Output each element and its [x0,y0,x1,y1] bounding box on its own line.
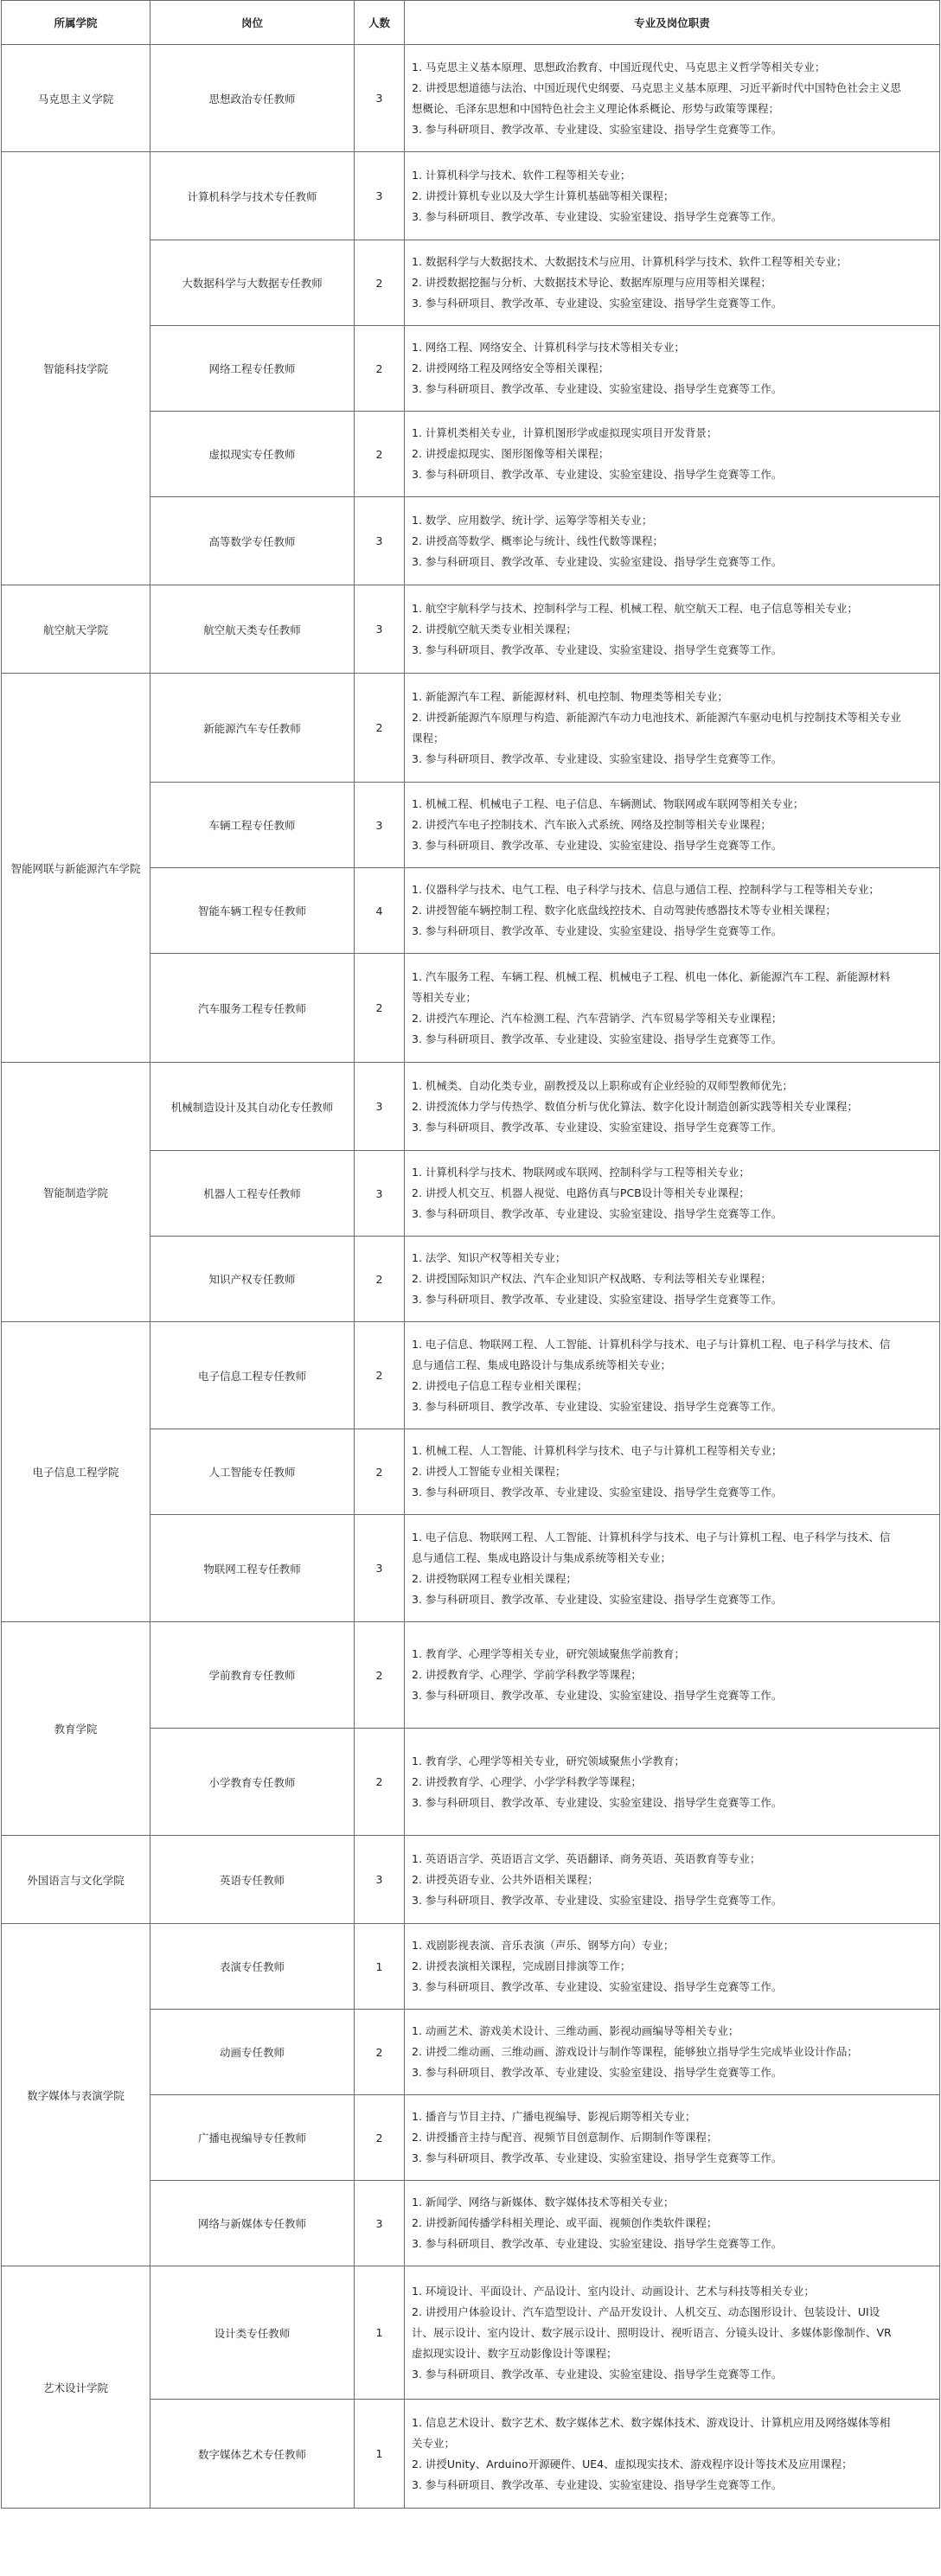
count-cell: 2 [355,2010,405,2095]
college-cell: 教育学院 [2,1622,150,1836]
count-cell: 2 [355,1622,405,1729]
duty-line: 1. 机械工程、人工智能、计算机科学与技术、电子与计算机工程等相关专业； [412,1444,783,1457]
position-cell: 智能车辆工程专任教师 [150,868,355,954]
table-row [2,45,940,152]
count-cell: 1 [355,2400,405,2509]
count-cell: 2 [355,326,405,412]
duty-line: 2. 讲授新闻传播学科相关理论、或平面、视频创作类软件课程； [412,2216,718,2229]
duty-line: 2. 讲授汽车理论、汽车检测工程、汽车营销学、汽车贸易学等相关专业课程； [412,1011,783,1025]
duty-line: 3. 参与科研项目、教学改革、专业建设、实验室建设、指导学生竞赛等工作。 [412,1980,783,1993]
count-cell: 4 [355,868,405,954]
duty-line: 3. 参与科研项目、教学改革、专业建设、实验室建设、指导学生竞赛等工作。 [412,1486,783,1499]
college-cell: 外国语言与文化学院 [2,1836,150,1924]
count-cell: 3 [355,1063,405,1151]
duty-line: 1. 计算机科学与技术、软件工程等相关专业； [412,168,631,182]
duty-line: 息与通信工程、集成电路设计与集成系统等相关专业； [412,1358,672,1371]
duty-line: 3. 参与科研项目、教学改革、专业建设、实验室建设、指导学生竞赛等工作。 [412,1689,783,1702]
position-cell: 网络工程专任教师 [150,326,355,412]
duty-line: 3. 参与科研项目、教学改革、专业建设、实验室建设、指导学生竞赛等工作。 [412,554,783,568]
duty-line: 3. 参与科研项目、教学改革、专业建设、实验室建设、指导学生竞赛等工作。 [412,209,783,223]
position-cell: 汽车服务工程专任教师 [150,954,355,1063]
duty-line: 1. 机械类、自动化类专业，副教授及以上职称或有企业经验的双师型教师优先； [412,1078,793,1092]
duty-line: 2. 讲授人工智能专业相关课程； [412,1465,567,1478]
table-row [2,1836,940,1924]
position-cell: 车辆工程专任教师 [150,783,355,868]
duty-line: 3. 参与科研项目、教学改革、专业建设、实验室建设、指导学生竞赛等工作。 [412,1032,783,1045]
duty-line: 3. 参与科研项目、教学改革、专业建设、实验室建设、指导学生竞赛等工作。 [412,2367,783,2381]
count-cell: 2 [355,1429,405,1515]
header-duties: 专业及岗位职责 [405,1,940,45]
duty-line: 1. 电子信息、物联网工程、人工智能、计算机科学与技术、电子与计算机工程、电子科学与技术、信 [412,1337,891,1351]
count-cell: 3 [355,497,405,585]
table-body [2,45,940,2509]
duty-line: 2. 讲授电子信息工程专业相关课程； [412,1378,588,1392]
duties-cell [405,326,940,412]
duty-line: 1. 播音与节目主持、广播电视编导、影视后期等相关专业； [412,2110,696,2123]
position-cell: 设计类专任教师 [150,2266,355,2400]
count-cell: 3 [355,2181,405,2266]
duty-line: 2. 讲授高等数学、概率论与统计、线性代数等课程； [412,534,663,547]
duty-line: 1. 机械工程、机械电子工程、电子信息、车辆测试、物联网或车联网等相关专业； [412,797,804,810]
duty-line: 关专业； [412,2436,456,2450]
count-cell: 2 [355,1322,405,1429]
count-cell: 3 [355,1151,405,1237]
duties-cell [405,2095,940,2181]
duty-line: 2. 讲授新能源汽车原理与构造、新能源汽车动力电池技术、新能源汽车驱动电机与控制技术等相关专业 [412,710,901,724]
count-cell: 2 [355,240,405,326]
count-cell: 1 [355,1924,405,2010]
duties-cell [405,152,940,240]
duties-cell [405,2010,940,2095]
duty-line: 2. 讲授数据挖掘与分析、大数据技术导论、数据库原理与应用等相关课程； [412,276,771,289]
duty-line: 2. 讲授流体力学与传热学、数值分析与优化算法、数字化设计制造创新实践等相关专业课程； [412,1099,858,1113]
duties-cell [405,1622,940,1729]
count-cell: 3 [355,45,405,152]
position-cell: 网络与新媒体专任教师 [150,2181,355,2266]
duty-line: 1. 电子信息、物联网工程、人工智能、计算机科学与技术、电子与计算机工程、电子科学与技术、信 [412,1530,891,1544]
table-row [2,152,940,240]
duty-line: 3. 参与科研项目、教学改革、专业建设、实验室建设、指导学生竞赛等工作。 [412,642,783,656]
count-cell: 2 [355,1237,405,1322]
duty-line: 2. 讲授英语专业、公共外语相关课程； [412,1872,599,1886]
position-cell: 小学教育专任教师 [150,1729,355,1836]
position-cell: 新能源汽车专任教师 [150,674,355,783]
position-cell: 计算机科学与技术专任教师 [150,152,355,240]
duty-line: 2. 讲授教育学、心理学、小学学科教学等课程； [412,1774,642,1788]
duty-line: 3. 参与科研项目、教学改革、专业建设、实验室建设、指导学生竞赛等工作。 [412,2151,783,2164]
count-cell: 3 [355,1836,405,1924]
duty-line: 3. 参与科研项目、教学改革、专业建设、实验室建设、指导学生竞赛等工作。 [412,1293,783,1306]
duties-cell [405,1063,940,1151]
header-row [2,1,940,45]
duties-cell [405,1924,940,2010]
duty-line: 1. 计算机类相关专业，计算机图形学或虚拟现实项目开发背景； [412,426,718,439]
duties-cell [405,868,940,954]
duty-line: 1. 教育学、心理学等相关专业，研究领域聚焦学前教育； [412,1647,685,1660]
position-cell: 表演专任教师 [150,1924,355,2010]
duty-line: 2. 讲授人机交互、机器人视觉、电路仿真与PCB设计等相关专业课程； [412,1186,750,1199]
duty-line: 2. 讲授表演相关课程，完成剧目排演等工作； [412,1959,631,1972]
duty-line: 2. 讲授二维动画、三维动画、游戏设计与制作等课程，能够独立指导学生完成毕业设计作品； [412,2045,858,2058]
duties-cell [405,2400,940,2509]
table-row [2,585,940,674]
duty-line: 3. 参与科研项目、教学改革、专业建设、实验室建设、指导学生竞赛等工作。 [412,1399,783,1413]
duty-line: 2. 讲授Unity、Arduino开源硬件、UE4、虚拟现实技术、游戏程序设计等技术及应用课程； [412,2457,853,2471]
duty-line: 3. 参与科研项目、教学改革、专业建设、实验室建设、指导学生竞赛等工作。 [412,1893,783,1907]
duties-cell [405,2266,940,2400]
college-cell: 马克思主义学院 [2,45,150,152]
duty-line: 2. 讲授物联网工程专业相关课程； [412,1571,577,1585]
duties-cell [405,1515,940,1622]
count-cell: 3 [355,1515,405,1622]
duty-line: 3. 参与科研项目、教学改革、专业建设、实验室建设、指导学生竞赛等工作。 [412,1120,783,1134]
duty-line: 3. 参与科研项目、教学改革、专业建设、实验室建设、指导学生竞赛等工作。 [412,468,783,481]
duty-line: 1. 戏剧影视表演、音乐表演（声乐、钢琴方向）专业； [412,1939,675,1952]
duties-cell [405,1151,940,1237]
duty-line: 息与通信工程、集成电路设计与集成系统等相关专业； [412,1550,672,1564]
duty-line: 1. 环境设计、平面设计、产品设计、室内设计、动画设计、艺术与科技等相关专业； [412,2284,815,2298]
count-cell: 3 [355,585,405,674]
duty-line: 2. 讲授国际知识产权法、汽车企业知识产权战略、专利法等相关专业课程； [412,1272,771,1285]
duties-cell [405,240,940,326]
college-cell: 艺术设计学院 [2,2266,150,2509]
position-cell: 大数据科学与大数据专任教师 [150,240,355,326]
duty-line: 1. 动画艺术、游戏美术设计、三维动画、影视动画编导等相关专业； [412,2024,739,2037]
count-cell: 2 [355,674,405,783]
position-cell: 人工智能专任教师 [150,1429,355,1515]
position-cell: 英语专任教师 [150,1836,355,1924]
count-cell: 1 [355,2266,405,2400]
table-row [2,1063,940,1151]
duty-line: 3. 参与科研项目、教学改革、专业建设、实验室建设、指导学生竞赛等工作。 [412,297,783,310]
recruitment-table [1,0,940,2509]
position-cell: 高等数学专任教师 [150,497,355,585]
duties-cell [405,1429,940,1515]
duty-line: 1. 汽车服务工程、车辆工程、机械工程、机械电子工程、机电一体化、新能源汽车工程、新能源材料 [412,969,891,983]
duties-cell [405,1836,940,1924]
duty-line: 1. 数据科学与大数据技术、大数据技术与应用、计算机科学与技术、软件工程等相关专业； [412,255,848,268]
duties-cell [405,783,940,868]
duties-cell [405,1729,940,1836]
duties-cell [405,954,940,1063]
duty-line: 1. 计算机科学与技术、物联网或车联网、控制科学与工程等相关专业； [412,1166,750,1179]
college-cell: 智能制造学院 [2,1063,150,1322]
duty-line: 1. 数学、应用数学、统计学、运筹学等相关专业； [412,513,653,527]
duty-line: 1. 马克思主义基本原理、思想政治教育、中国近现代史、马克思主义哲学等相关专业； [412,60,826,74]
duty-line: 2. 讲授虚拟现实、图形图像等相关课程； [412,447,610,460]
position-cell: 机械制造设计及其自动化专任教师 [150,1063,355,1151]
duties-cell [405,674,940,783]
header-college: 所属学院 [2,1,150,45]
table-row [2,1622,940,1729]
position-cell: 广播电视编导专任教师 [150,2095,355,2181]
duty-line: 3. 参与科研项目、教学改革、专业建设、实验室建设、指导学生竞赛等工作。 [412,751,783,765]
duty-line: 1. 新闻学、网络与新媒体、数字媒体技术等相关专业； [412,2196,675,2208]
duty-line: 3. 参与科研项目、教学改革、专业建设、实验室建设、指导学生竞赛等工作。 [412,839,783,852]
position-cell: 机器人工程专任教师 [150,1151,355,1237]
header-position: 岗位 [150,1,355,45]
table-row [2,2266,940,2400]
count-cell: 2 [355,1729,405,1836]
college-cell: 智能科技学院 [2,152,150,585]
table-row [2,674,940,783]
duty-line: 3. 参与科研项目、教学改革、专业建设、实验室建设、指导学生竞赛等工作。 [412,1592,783,1606]
position-cell: 动画专任教师 [150,2010,355,2095]
college-cell: 航空航天学院 [2,585,150,674]
duty-line: 等相关专业； [412,990,477,1004]
duty-line: 3. 参与科研项目、教学改革、专业建设、实验室建设、指导学生竞赛等工作。 [412,2237,783,2250]
count-cell: 2 [355,412,405,497]
duty-line: 1. 仪器科学与技术、电气工程、电子科学与技术、信息与通信工程、控制科学与工程等相关专业； [412,883,880,896]
duty-line: 虚拟现实设计、数字互动影像设计等课程； [412,2346,618,2360]
duty-line: 2. 讲授计算机专业以及大学生计算机基础等相关课程； [412,189,675,202]
duty-line: 计、展示设计、室内设计、数字展示设计、照明设计、视听语言、分镜头设计、多媒体影像制作、VR [412,2325,892,2339]
position-cell: 学前教育专任教师 [150,1622,355,1729]
duty-line: 3. 参与科研项目、教学改革、专业建设、实验室建设、指导学生竞赛等工作。 [412,924,783,937]
duty-line: 课程； [412,731,445,745]
duty-line: 1. 航空宇航科学与技术、控制科学与工程、机械工程、航空航天工程、电子信息等相关专业； [412,601,858,615]
duty-line: 2. 讲授播音主持与配音、视频节目创意制作、后期制作等课程； [412,2131,718,2144]
duties-cell [405,1322,940,1429]
count-cell: 3 [355,152,405,240]
duties-cell [405,2181,940,2266]
count-cell: 2 [355,2095,405,2181]
duty-line: 2. 讲授航空航天类专业相关课程； [412,622,577,636]
position-cell: 电子信息工程专任教师 [150,1322,355,1429]
duty-line: 3. 参与科研项目、教学改革、专业建设、实验室建设、指导学生竞赛等工作。 [412,2477,783,2491]
duty-line: 1. 信息艺术设计、数字艺术、数字媒体艺术、数字媒体技术、游戏设计、计算机应用及网络媒体等相 [412,2415,891,2429]
header-count: 人数 [355,1,405,45]
duties-cell [405,497,940,585]
duty-line: 1. 新能源汽车工程、新能源材料、机电控制、物理类等相关专业； [412,689,728,703]
count-cell: 3 [355,783,405,868]
duty-line: 2. 讲授用户体验设计、汽车造型设计、产品开发设计、人机交互、动态图形设计、包装设计、UI设 [412,2304,880,2318]
duties-cell [405,45,940,152]
duty-line: 2. 讲授教育学、心理学、学前学科教学等课程； [412,1668,642,1681]
duty-line: 2. 讲授思想道德与法治、中国近现代史纲要、马克思主义基本原理、习近平新时代中国特色社会主义思 [412,80,901,94]
duty-line: 2. 讲授汽车电子控制技术、汽车嵌入式系统、网络及控制等相关专业课程； [412,818,771,831]
position-cell: 思想政治专任教师 [150,45,355,152]
duty-line: 1. 英语语言学、英语语言文学、英语翻译、商务英语、英语教育等专业； [412,1851,761,1865]
duty-line: 1. 网络工程、网络安全、计算机科学与技术等相关专业； [412,341,685,354]
position-cell: 物联网工程专任教师 [150,1515,355,1622]
position-cell: 知识产权专任教师 [150,1237,355,1322]
position-cell: 航空航天类专任教师 [150,585,355,674]
duty-line: 2. 讲授智能车辆控制工程、数字化底盘线控技术、自动驾驶传感器技术等专业相关课程； [412,904,836,917]
college-cell: 数字媒体与表演学院 [2,1924,150,2266]
table-row [2,1924,940,2010]
duties-cell [405,585,940,674]
table-row [2,1322,940,1429]
duty-line: 3. 参与科研项目、教学改革、专业建设、实验室建设、指导学生竞赛等工作。 [412,1795,783,1809]
duty-line: 3. 参与科研项目、教学改革、专业建设、实验室建设、指导学生竞赛等工作。 [412,2066,783,2079]
duties-cell [405,1237,940,1322]
college-cell: 智能网联与新能源汽车学院 [2,674,150,1063]
position-cell: 数字媒体艺术专任教师 [150,2400,355,2509]
duty-line: 2. 讲授网络工程及网络安全等相关课程； [412,361,610,374]
position-cell: 虚拟现实专任教师 [150,412,355,497]
duty-line: 3. 参与科研项目、教学改革、专业建设、实验室建设、指导学生竞赛等工作。 [412,382,783,395]
duty-line: 3. 参与科研项目、教学改革、专业建设、实验室建设、指导学生竞赛等工作。 [412,1207,783,1220]
count-cell: 2 [355,954,405,1063]
duty-line: 1. 教育学、心理学等相关专业，研究领域聚焦小学教育； [412,1754,685,1767]
duties-cell [405,412,940,497]
duty-line: 想概论、毛泽东思想和中国特色社会主义理论体系概论、形势与政策等课程； [412,101,780,115]
duty-line: 3. 参与科研项目、教学改革、专业建设、实验室建设、指导学生竞赛等工作。 [412,122,783,136]
duty-line: 1. 法学、知识产权等相关专业； [412,1251,567,1264]
college-cell: 电子信息工程学院 [2,1322,150,1622]
